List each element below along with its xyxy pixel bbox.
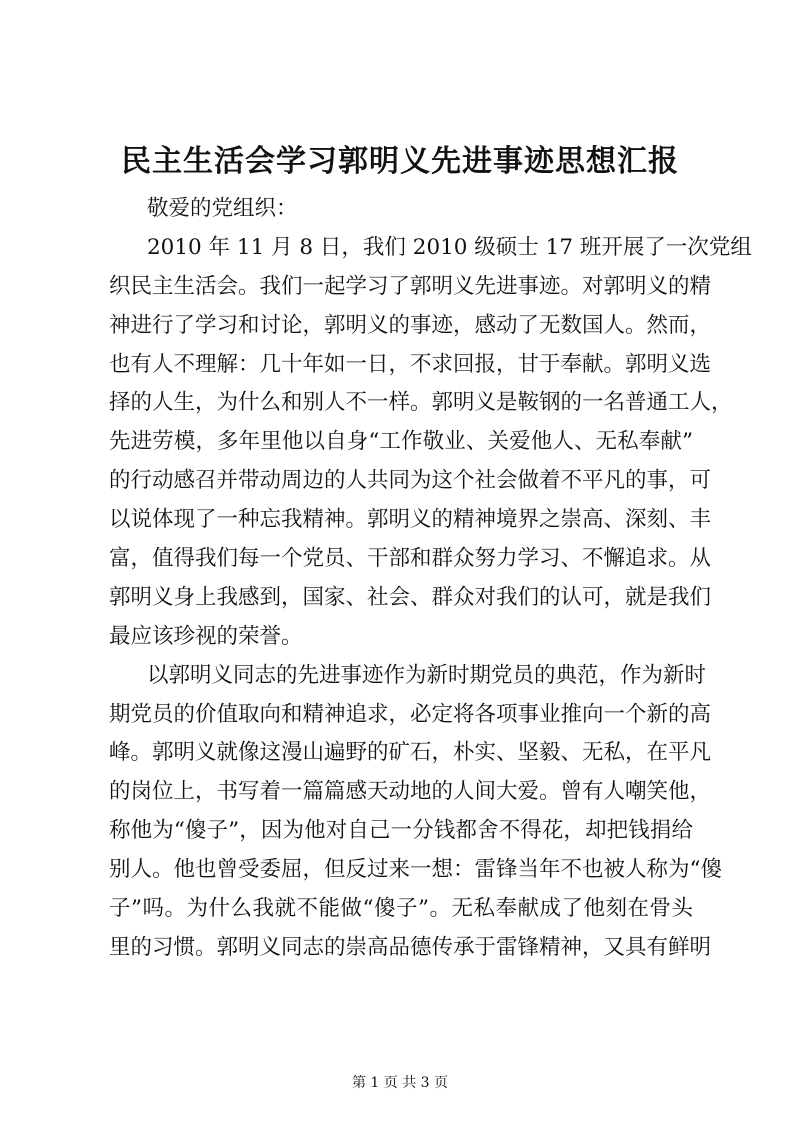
paragraph-2 xyxy=(109,657,722,968)
text-line: 织民主生活会。我们一起学习了郭明义先进事迹。对郭明义的精 xyxy=(109,273,712,299)
text-line: 郭明义身上我感到，国家、社会、群众对我们的认可，就是我们 xyxy=(109,584,712,610)
text-line: 别人。他也曾受委屈，但反过来一想：雷锋当年不也被人称为“傻 xyxy=(109,857,722,883)
text-line: 也有人不理解：几十年如一日，不求回报，甘于奉献。郭明义选 xyxy=(109,351,712,377)
text-line: 择的人生，为什么和别人不一样。郭明义是鞍钢的一名普通工人， xyxy=(109,390,733,416)
text-line: 先进劳模，多年里他以自身“工作敬业、关爱他人、无私奉献” xyxy=(109,429,693,455)
text-line: 子”吗。为什么我就不能做“傻子”。无私奉献成了他刻在骨头 xyxy=(109,896,693,922)
text-line: 神进行了学习和讨论，郭明义的事迹，感动了无数国人。然而， xyxy=(109,312,712,338)
text-line: 的行动感召并带动周边的人共同为这个社会做着不平凡的事，可 xyxy=(109,468,712,494)
document-body xyxy=(109,190,752,968)
text-line: 称他为“傻子”，因为他对自己一分钱都舍不得花，却把钱捐给 xyxy=(109,818,693,844)
page-footer: 第 1 页 共 3 页 xyxy=(351,1075,449,1091)
text-line: 富，值得我们每一个党员、干部和群众努力学习、不懈追求。从 xyxy=(109,546,712,572)
document-title: 民主生活会学习郭明义先进事迹思想汇报 xyxy=(121,144,679,179)
text-line: 的岗位上，书写着一篇篇感天动地的人间大爱。曾有人嘲笑他， xyxy=(109,779,712,805)
paragraph-1 xyxy=(109,229,752,657)
text-line: 最应该珍视的荣誉。 xyxy=(109,623,303,649)
text-line: 峰。郭明义就像这漫山遍野的矿石，朴实、坚毅、无私，在平凡 xyxy=(109,740,712,766)
text-line: 期党员的价值取向和精神追求，必定将各项事业推向一个新的高 xyxy=(109,701,712,727)
salutation: 敬爱的党组织： xyxy=(147,196,298,221)
text-line: 以郭明义同志的先进事迹作为新时期党员的典范，作为新时 xyxy=(147,662,707,688)
text-line: 以说体现了一种忘我精神。郭明义的精神境界之崇高、深刻、丰 xyxy=(109,507,712,533)
text-line: 2010 年 11 月 8 日，我们 2010 级硕士 17 班开展了一次党组 xyxy=(147,234,752,260)
text-line: 里的习惯。郭明义同志的崇高品德传承于雷锋精神，又具有鲜明 xyxy=(109,934,712,960)
